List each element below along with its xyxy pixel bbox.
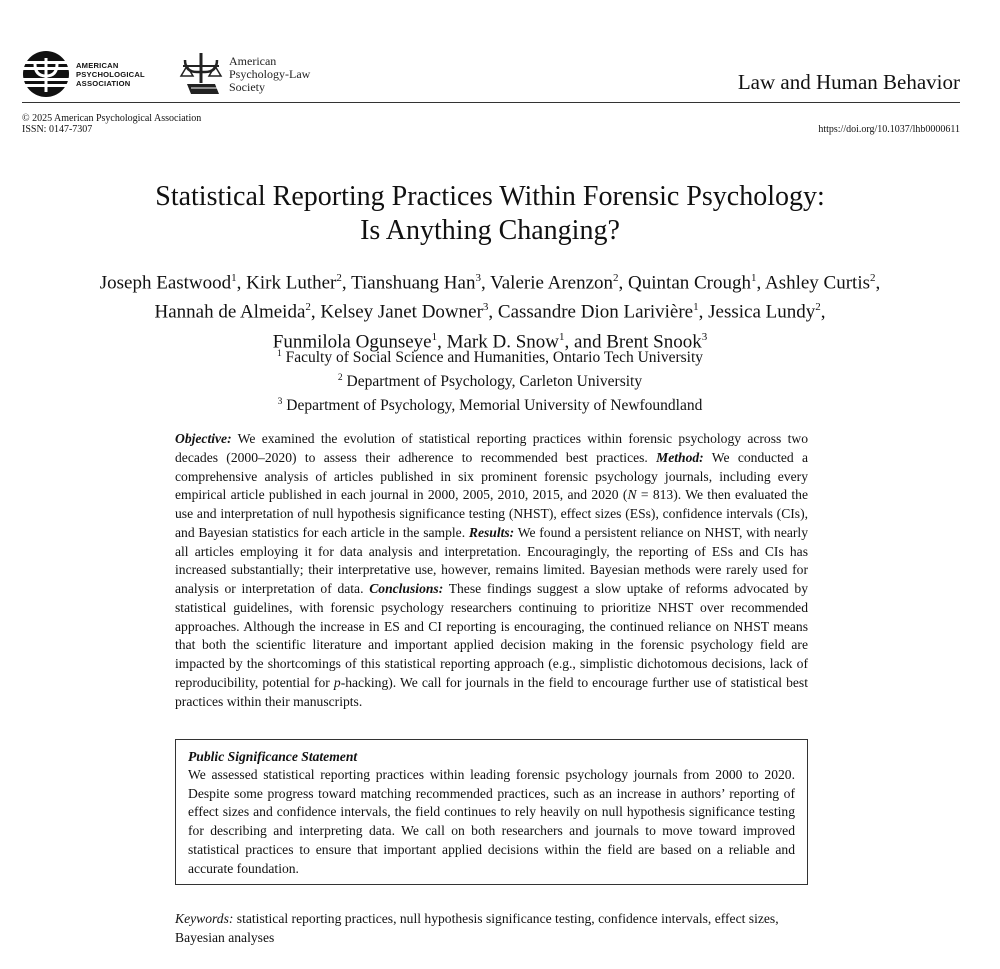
author-name: Hannah de Almeida xyxy=(154,301,306,323)
conclusions-label: Conclusions: xyxy=(369,581,444,596)
psi-scales-icon xyxy=(177,50,225,98)
author-affiliation-marker: 3 xyxy=(475,272,481,284)
author-affiliation-marker: 2 xyxy=(870,272,876,284)
author-name: Mark D. Snow xyxy=(446,330,560,352)
author-affiliation-marker: 2 xyxy=(305,301,311,314)
affiliation-item: $^3$ Department of Psychology, Memorial University of Newfoundland xyxy=(277,397,703,415)
apls-logo xyxy=(177,48,310,100)
author-line: Funmilola Ogunseye$^1$, Mark D. Snow$^1$, and Brent Snook$^3$ xyxy=(272,330,708,352)
public-significance-body: We assessed statistical reporting practices within leading forensic psychology journals from 2000 to 2020. Despite some progress toward matching recommended practices, such as an increase in authors’ reporting of effect sizes and confidence intervals, the field continues to rely heavily on null hypothesis significance testing for describing and interpreting data. We call on both researchers and journals to move toward improved statistical practices to ensure that important applied decisions within the field are based on a reliable and accurate foundation. xyxy=(188,767,795,876)
objective-label: Objective: xyxy=(175,431,232,446)
apa-logo xyxy=(22,48,145,100)
keywords xyxy=(175,910,808,947)
author-name: Jessica Lundy xyxy=(708,301,816,323)
affiliation-item: $^1$ Faculty of Social Science and Humanities, Ontario Tech University xyxy=(276,349,704,367)
publication-meta xyxy=(22,113,201,135)
author-affiliation-marker: 1 xyxy=(693,301,699,314)
article-title: Statistical Reporting Practices Within Forensic Psychology: Is Anything Changing? xyxy=(155,181,825,246)
author-name: Valerie Arenzon xyxy=(490,272,614,294)
author-name: Funmilola Ogunseye xyxy=(272,330,432,352)
author-name: Ashley Curtis xyxy=(764,272,870,294)
affiliation-list xyxy=(0,344,980,416)
header-rule xyxy=(22,102,960,103)
author-affiliation-marker: 1 xyxy=(231,272,237,284)
author-line: Hannah de Almeida$^2$, Kelsey Janet Downer$^3$, Cassandre Dion Larivière$^1$, Jessica Lundy$^2$, xyxy=(154,301,826,323)
author-affiliation-marker: 2 xyxy=(336,272,342,284)
results-label: Results: xyxy=(468,524,515,540)
author-list xyxy=(0,266,980,354)
author-name: Kelsey Janet Downer xyxy=(320,301,483,323)
author-affiliation-marker: 1 xyxy=(559,330,565,343)
affiliation-item: $^2$ Department of Psychology, Carleton University xyxy=(337,373,643,391)
issn-line: ISSN: 0147-7307 xyxy=(22,124,93,135)
author-affiliation-marker: 2 xyxy=(815,301,821,314)
author-name: Quintan Crough xyxy=(628,272,752,294)
author-name: Joseph Eastwood xyxy=(99,272,232,294)
author-name: Cassandre Dion Larivière xyxy=(497,301,694,323)
author-name: Tianshuang Han xyxy=(351,272,476,294)
author-affiliation-marker: 2 xyxy=(613,272,619,284)
public-significance-box xyxy=(175,739,808,885)
author-affiliation-marker: 1 xyxy=(431,330,438,343)
author-name: Brent Snook xyxy=(606,330,702,352)
page-header xyxy=(22,48,960,104)
author-affiliation-marker: 3 xyxy=(482,301,489,314)
keywords-text: statistical reporting practices, null hypothesis significance testing, confidence intervals, effect sizes, Bayesian analyses xyxy=(175,911,779,945)
author-name: Kirk Luther xyxy=(246,272,337,294)
keywords-label: Keywords: xyxy=(175,911,234,926)
doi-link[interactable]: https://doi.org/10.1037/lhb0000611 xyxy=(818,124,960,135)
journal-name: Law and Human Behavior xyxy=(737,70,960,94)
copyright-line: © 2025 American Psychological Association xyxy=(22,113,202,124)
public-significance-title: Public Significance Statement xyxy=(188,749,358,764)
author-line: Joseph Eastwood$^1$, Kirk Luther$^2$, Tianshuang Han$^3$, Valerie Arenzon$^2$, Quintan Crough$^1$, Ashley Curtis$^2$, xyxy=(99,272,881,294)
apa-emblem-icon xyxy=(22,50,70,98)
abstract: Objective: We examined the evolution of statistical reporting practices within forensic psychology across two decades (2000–2020) to assess their adherence to recommended best practices. Method: We conducted a comprehensive analysis of articles published in six prominent forensic psychology journals, including every empirical article published in each journal in 2000, 2005, 2010, 2015, and 2020 (N = 813). We then evaluated the use and interpretation of null hypothesis significance testing (NHST), effect sizes (ESs), confidence intervals (CIs), and Bayesian statistics for each article in the sample. Results: We found a persistent reliance on NHST, with nearly all articles employing it for data analysis and interpretation. Encouragingly, the reporting of ESs and CIs has increased substantially; their interpretative use, however, remains limited. Bayesian methods were rarely used for analysis or interpretation of data. Conclusions: These findings suggest a slow uptake of reforms advocated by statistical guidelines, with forensic psychology researchers continuing to prioritize NHST over recommended approaches. Although the increase in ES and CI reporting is encouraging, the continued reliance on NHST means that both the scientific literature and important applied decision making in the forensic psychology field are impacted by the shortcomings of this statistical reporting approach (e.g., simplistic dichotomous decisions, lack of reproducibility, potential for p-hacking). We call for journals in the field to encourage further use of statistical best practices within their manuscripts. xyxy=(175,431,809,709)
apls-logo-text: American Psychology-Law Society xyxy=(229,53,311,94)
apa-logo-text: AMERICAN PSYCHOLOGICAL ASSOCIATION xyxy=(76,60,145,88)
method-label: Method: xyxy=(656,449,704,465)
author-affiliation-marker: 1 xyxy=(751,272,757,284)
author-affiliation-marker: 3 xyxy=(701,330,708,343)
